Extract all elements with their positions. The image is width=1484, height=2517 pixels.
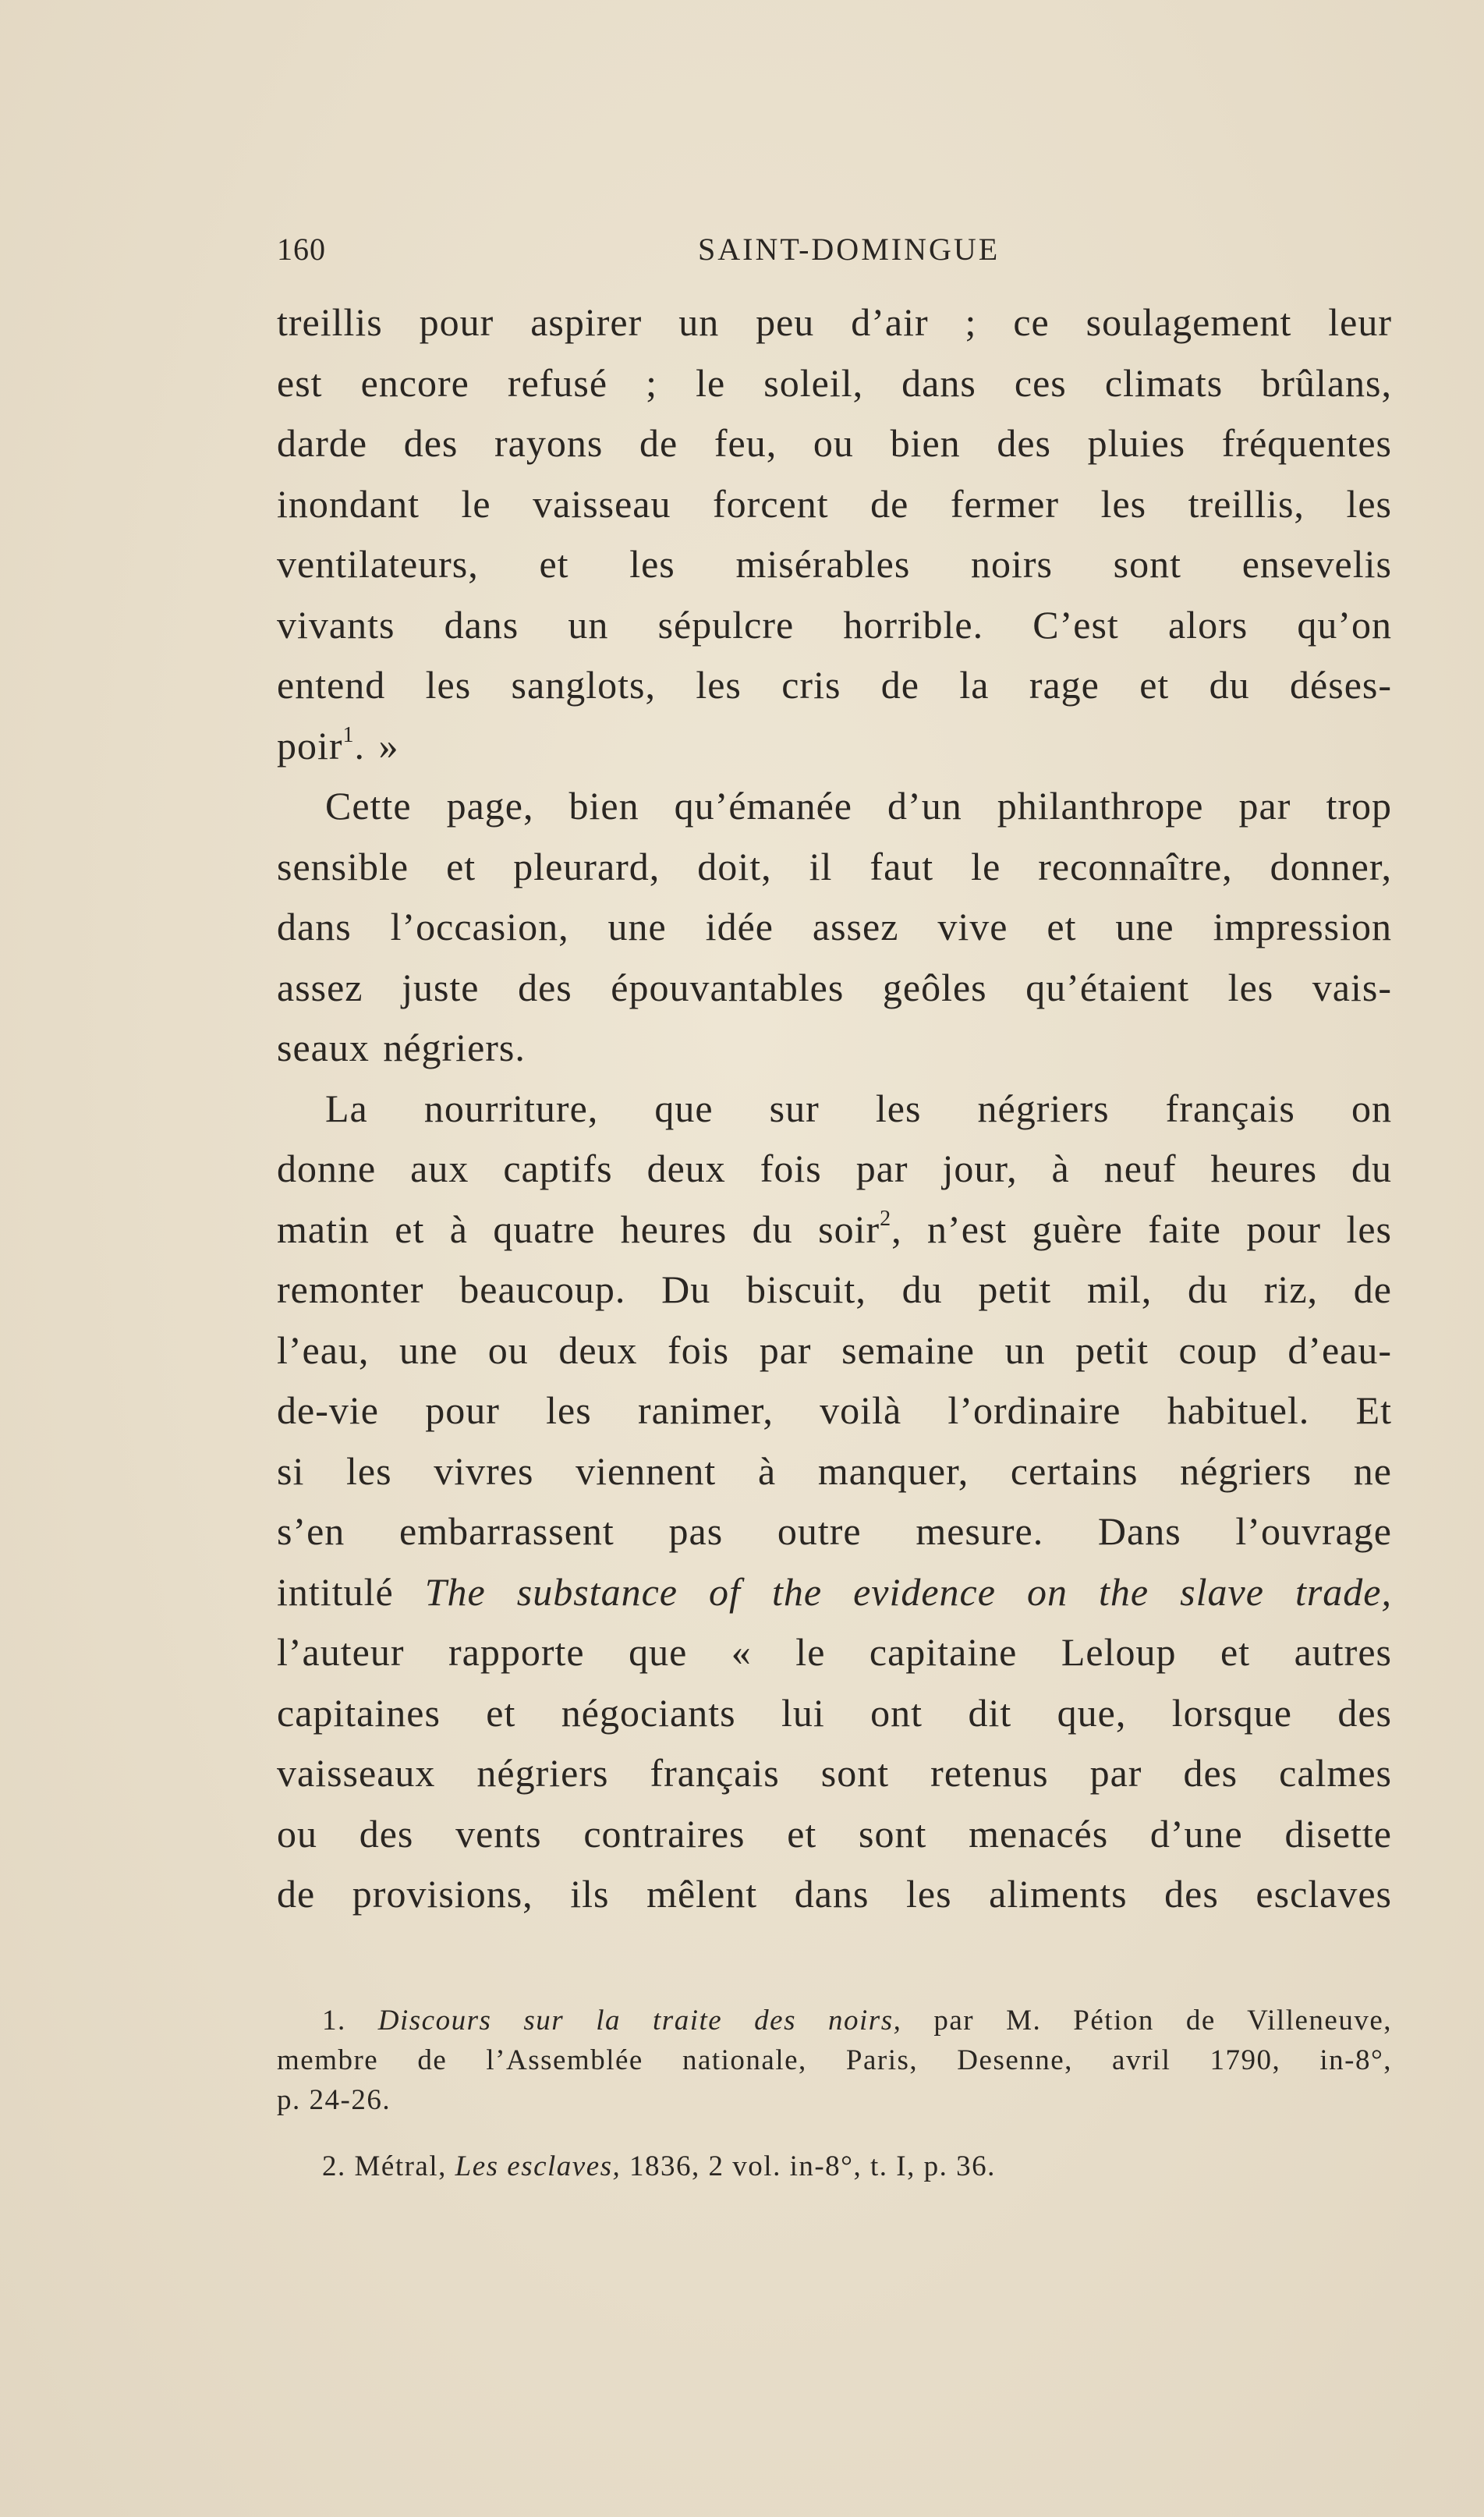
- text-fragment: . »: [354, 723, 399, 768]
- footnote-2-line: [277, 2147, 1392, 2186]
- text-line: est encore refusé ; le soleil, dans ces climats brûlans,: [277, 360, 1392, 405]
- text-line: sensible et pleurard, doit, il faut le reconnaître, donner,: [277, 844, 1392, 888]
- page-header: [277, 231, 1392, 275]
- text-fragment: poir: [277, 723, 343, 768]
- footnote-text: par M. Pétion de Villeneuve,: [933, 2005, 1392, 2037]
- text-line: ou des vents contraires et sont menacés d’une disette: [277, 1811, 1392, 1856]
- page-number: 160: [277, 232, 326, 267]
- text-line: si les vivres viennent à manquer, certains négriers ne: [277, 1448, 1392, 1493]
- text-line: vivants dans un sépulcre horrible. C’est alors qu’on: [277, 602, 1392, 647]
- footnotes: [277, 2001, 1392, 2186]
- text-line: l’eau, une ou deux fois par semaine un petit coup d’eau-: [277, 1328, 1392, 1372]
- text-line: darde des rayons de feu, ou bien des pluies fréquentes: [277, 421, 1392, 465]
- italic-title: The substance of the evidence on the slave trade,: [424, 1569, 1392, 1614]
- footnote-number: 1.: [322, 2005, 346, 2037]
- text-fragment: intitulé: [277, 1569, 394, 1614]
- footnote-title: Les esclaves,: [455, 2150, 622, 2182]
- text-line: donne aux captifs deux fois par jour, à neuf heures du: [277, 1147, 1392, 1190]
- text-line: treillis pour aspirer un peu d’air ; ce soulagement leur: [277, 300, 1392, 344]
- text-line: inondant le vaisseau forcent de fermer les treillis, les: [277, 481, 1392, 526]
- text-line: de-vie pour les ranimer, voilà l’ordinaire habituel. Et: [277, 1388, 1392, 1432]
- text-line: vaisseaux négriers français sont retenus par des calmes: [277, 1751, 1392, 1795]
- footnote-1-line: [277, 2001, 1392, 2040]
- text-line: [277, 1200, 1392, 1260]
- text-line: entend les sanglots, les cris de la rage et du déses-: [277, 663, 1392, 707]
- footnote-text: 2. Métral,: [322, 2150, 447, 2182]
- text-line: [277, 1562, 1392, 1623]
- footnote-1-line: membre de l’Assemblée nationale, Paris, Desenne, avril 1790, in-8°,: [277, 2044, 1392, 2076]
- text-line: seaux négriers.: [277, 1026, 526, 1069]
- text-line: [277, 716, 1392, 777]
- text-line: ventilateurs, et les misérables noirs sont ensevelis: [277, 542, 1392, 586]
- footnote-text: 1836, 2 vol. in-8°, t. I, p. 36.: [629, 2150, 996, 2182]
- text-line: dans l’occasion, une idée assez vive et une impression: [277, 905, 1392, 948]
- footnote-ref-1[interactable]: 1: [342, 722, 355, 747]
- text-line: l’auteur rapporte que « le capitaine Leloup et autres: [277, 1630, 1392, 1674]
- text-fragment: matin et à quatre heures du soir: [277, 1207, 880, 1251]
- footnote-title: Discours sur la traite des noirs,: [377, 2005, 902, 2037]
- text-line: assez juste des épouvantables geôles qu’étaient les vais-: [277, 965, 1392, 1009]
- text-line: capitaines et négociants lui ont dit que, lorsque des: [277, 1690, 1392, 1735]
- footnote-ref-2[interactable]: 2: [880, 1206, 892, 1231]
- text-line: de provisions, ils mêlent dans les aliments des esclaves: [277, 1872, 1392, 1916]
- running-title: SAINT-DOMINGUE: [698, 232, 1001, 267]
- footnote-1-line: p. 24-26.: [277, 2084, 391, 2116]
- text-line: La nourriture, que sur les négriers français on: [325, 1086, 1392, 1130]
- text-line: remonter beaucoup. Du biscuit, du petit mil, du riz, de: [277, 1267, 1392, 1311]
- text-line: s’en embarrassent pas outre mesure. Dans l’ouvrage: [277, 1509, 1392, 1553]
- text-fragment: , n’est guère faite pour les: [891, 1207, 1392, 1251]
- text-line: Cette page, bien qu’émanée d’un philanthrope par trop: [325, 784, 1392, 828]
- body-text: [277, 292, 1392, 1925]
